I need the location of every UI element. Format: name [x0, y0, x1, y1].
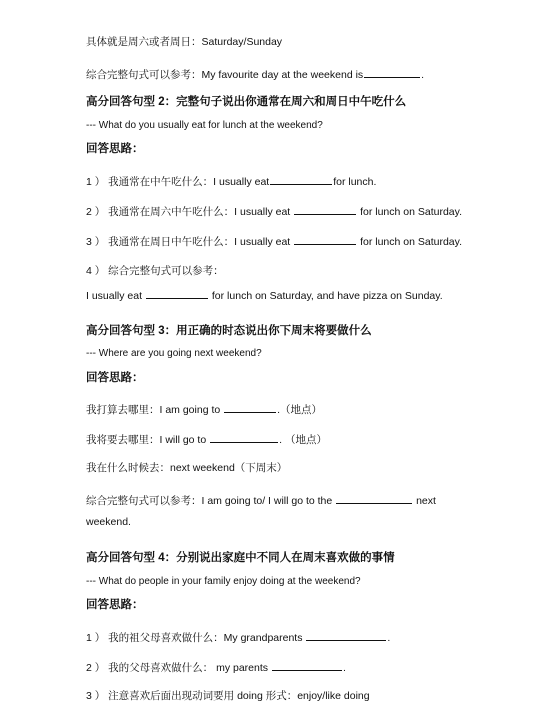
section-heading-3: 高分回答句型 3：用正确的时态说出你下周末将要做什么: [86, 325, 372, 337]
text-segment: 2 ） 我的父母喜欢做什么： my parents: [86, 662, 269, 674]
text-segment: .: [421, 69, 425, 81]
answer-approach-label: 回答思路：: [86, 599, 144, 611]
text-segment: for lunch on Saturday.: [360, 236, 463, 248]
text-segment: . （地点）: [279, 434, 327, 446]
answer-approach-label: 回答思路：: [86, 372, 144, 384]
text-segment: 综合完整句式可以参考：I am going to/ I will go to the: [86, 495, 333, 507]
line-when: 我在什么时候去：next weekend（下周末）: [86, 462, 288, 474]
text-segment: 2 ） 我通常在周六中午吃什么：I usually eat: [86, 206, 291, 218]
text-segment: 我将要去哪里：I will go to: [86, 434, 207, 446]
text-segment: for lunch.: [333, 176, 377, 188]
text-segment: .: [342, 662, 346, 674]
section-heading-4: 高分回答句型 4：分别说出家庭中不同人在周末喜欢做的事情: [86, 552, 395, 564]
fill-in-blank: [294, 203, 356, 215]
list-item-3: 3 ） 注意喜欢后面出现动词要用 doing 形式：enjoy/like doing: [86, 690, 370, 702]
text-segment: 我打算去哪里：I am going to: [86, 404, 221, 416]
question-2: --- What do you usually eat for lunch at the weekend?: [86, 120, 323, 131]
fill-in-blank: [336, 492, 412, 504]
fill-in-blank: [224, 401, 276, 413]
text-segment: for lunch on Saturday, and have pizza on Sunday.: [211, 290, 443, 302]
line-continuation: weekend.: [86, 516, 131, 528]
line-complete-sentence: [86, 492, 436, 508]
fill-in-blank: [306, 629, 386, 641]
line-going-to: [86, 401, 322, 417]
fill-in-blank: [364, 66, 420, 78]
text-segment: for lunch on Saturday.: [360, 206, 463, 218]
line-example-sentence: [86, 287, 443, 303]
text-segment: I usually eat: [86, 290, 143, 302]
fill-in-blank: [146, 287, 208, 299]
list-item-4: 4 ） 综合完整句式可以参考：: [86, 265, 224, 277]
text-segment: 1 ） 我通常在中午吃什么：I usually eat: [86, 176, 270, 188]
answer-approach-label: 回答思路：: [86, 143, 144, 155]
text-segment: next: [416, 495, 436, 507]
section-heading-2: 高分回答句型 2：完整句子说出你通常在周六和周日中午吃什么: [86, 96, 407, 108]
question-3: --- Where are you going next weekend?: [86, 348, 262, 359]
text-segment: .: [387, 632, 391, 644]
list-item-2: [86, 203, 462, 219]
text-segment: 3 ） 我通常在周日中午吃什么：I usually eat: [86, 236, 291, 248]
fill-in-blank: [272, 659, 342, 671]
text-segment: .（地点）: [277, 404, 323, 416]
fill-in-blank: [294, 233, 356, 245]
text-segment: 综合完整句式可以参考：My favourite day at the weekend is: [86, 69, 364, 81]
question-4: --- What do people in your family enjoy doing at the weekend?: [86, 576, 361, 587]
list-item-2: [86, 659, 346, 675]
fill-in-blank: [270, 173, 332, 185]
list-item-1: [86, 629, 390, 645]
list-item-1: [86, 173, 376, 189]
line-weekend-days: 具体就是周六或者周日：Saturday/Sunday: [86, 36, 283, 48]
line-will-go-to: [86, 431, 327, 447]
list-item-3: [86, 233, 462, 249]
line-favourite-day-sentence: [86, 66, 424, 82]
fill-in-blank: [210, 431, 278, 443]
text-segment: 1 ） 我的祖父母喜欢做什么：My grandparents: [86, 632, 303, 644]
